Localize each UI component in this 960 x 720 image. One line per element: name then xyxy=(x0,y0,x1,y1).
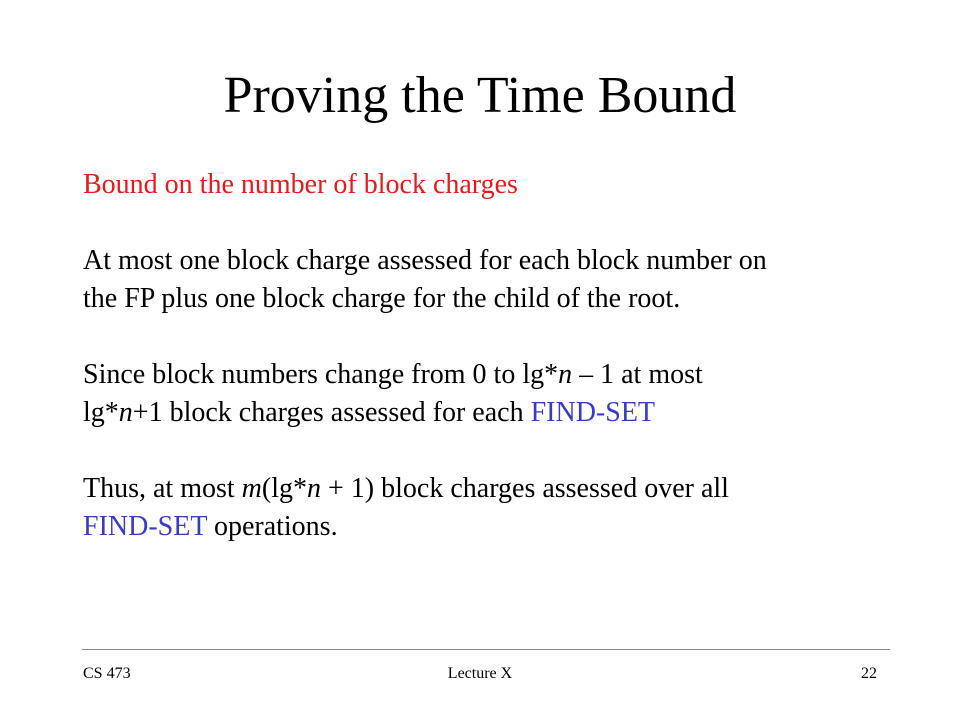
paragraph-1-line-1: At most one block charge assessed for each block number on xyxy=(83,245,767,276)
paragraph-1-line-2: the FP plus one block charge for the child of the root. xyxy=(83,283,681,314)
text-run: Thus, at most xyxy=(83,473,242,504)
math-var-n: n xyxy=(118,397,133,428)
footer-course: CS 473 xyxy=(83,665,131,682)
text-run: lg* xyxy=(83,397,119,428)
paragraph-3-line-1 xyxy=(83,470,883,508)
text-run: (lg* xyxy=(261,473,308,504)
math-var-n: n xyxy=(558,359,573,390)
spacer xyxy=(83,204,883,242)
find-set-keyword: FIND-SET xyxy=(530,397,656,428)
text-run: + 1) block charges assessed over all xyxy=(321,473,729,504)
section-heading: Bound on the number of block charges xyxy=(83,169,518,200)
text-run: operations. xyxy=(206,511,338,542)
math-var-n: n xyxy=(307,473,322,504)
spacer xyxy=(83,432,883,470)
find-set-keyword: FIND-SET xyxy=(83,511,207,542)
footer-page-number: 22 xyxy=(861,665,877,682)
slide-title: Proving the Time Bound xyxy=(223,67,737,124)
footer-divider xyxy=(82,649,890,650)
spacer xyxy=(83,318,883,356)
text-run: – 1 at most xyxy=(572,359,703,390)
paragraph-2-line-2 xyxy=(83,394,883,432)
paragraph-3-line-2 xyxy=(83,508,883,546)
slide-body xyxy=(83,166,883,546)
paragraph-2-line-1 xyxy=(83,356,883,394)
math-var-m: m xyxy=(241,473,262,504)
footer-lecture: Lecture X xyxy=(447,665,513,682)
text-run: +1 block charges assessed for each xyxy=(132,397,531,428)
text-run: Since block numbers change from 0 to lg* xyxy=(83,359,559,390)
